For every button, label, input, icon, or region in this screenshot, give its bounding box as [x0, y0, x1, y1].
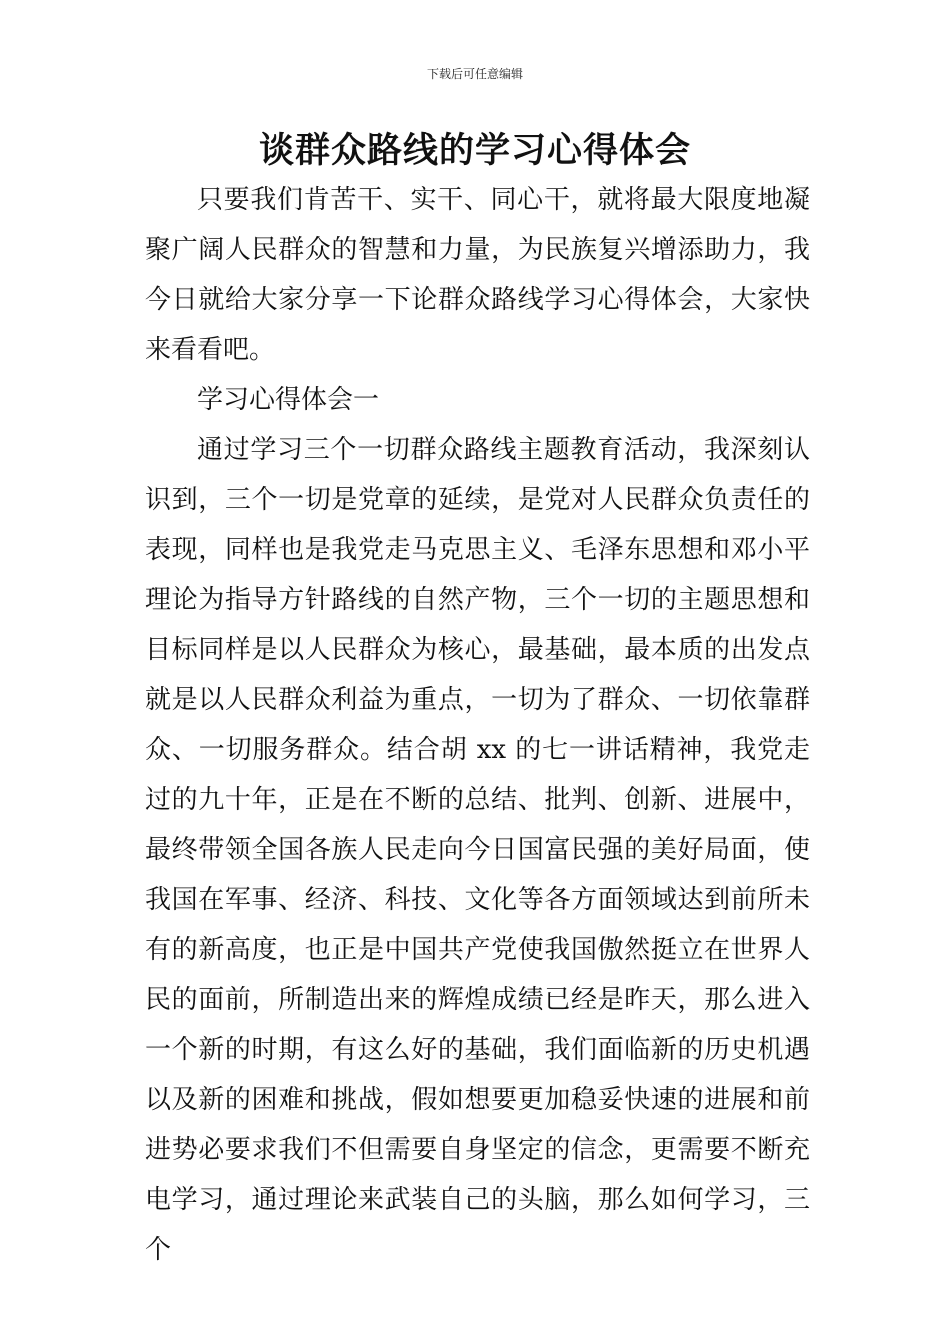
intro-paragraph: 只要我们肯苦干、实干、同心干，就将最大限度地凝聚广阔人民群众的智慧和力量，为民族复兴增添助力，我今日就给大家分享一下论群众路线学习心得体会，大家快来看看吧。 [145, 185, 810, 365]
document-body [145, 175, 810, 1275]
document-title: 谈群众路线的学习心得体会 [258, 131, 691, 171]
section-heading: 学习心得体会一 [197, 385, 380, 415]
body-paragraph: 通过学习三个一切群众路线主题教育活动，我深刻认识到，三个一切是党章的延续，是党对人民群众负责任的表现，同样也是我党走马克思主义、毛泽东思想和邓小平理论为指导方针路线的自然产物，三个一切的主题思想和目标同样是以人民群众为核心，最基础，最本质的出发点就是以人民群众利益为重点，一切为了群众、一切依靠群众、一切服务群众。结合胡 xx 的七一讲话精神，我党走过的九十年，正是在不断的总结、批判、创新、进展中，最终带领全国各族人民走向今日国富民强的美好局面，使我国在军事、经济、科技、文化等各方面领域达到前所未有的新高度，也正是中国共产党使我国傲然挺立在世界人民的面前，所制造出来的辉煌成绩已经是昨天，那么进入一个新的时期，有这么好的基础，我们面临新的历史机遇以及新的困难和挑战，假如想要更加稳妥快速的进展和前进势必要求我们不但需要自身坚定的信念，更需要不断充电学习，通过理论来武装自己的头脑，那么如何学习，三个 [145, 435, 810, 1265]
page-header-note: 下载后可任意编辑 [426, 67, 523, 81]
